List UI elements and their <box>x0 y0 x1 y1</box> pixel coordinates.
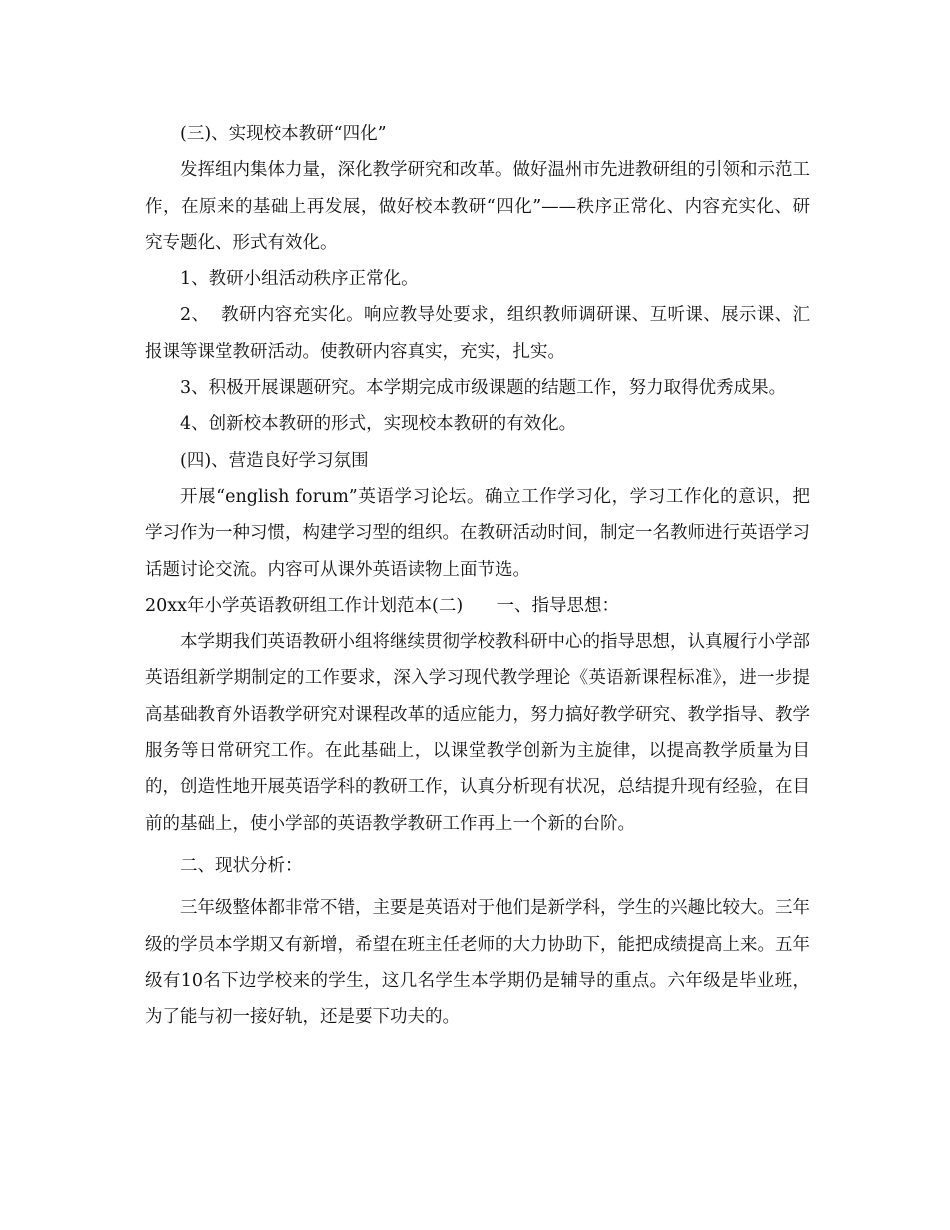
section-heading-three: (三)、实现校本教研“四化” <box>180 124 387 144</box>
paragraph: 开展“english forum”英语学习论坛。确立工作学习化，学习工作化的意识，把学习作为一种习惯，构建学习型的组织。在教研活动时间，制定一名教师进行英语学习话题讨论交流。内容可从课外英语读物上面节选。 <box>145 486 810 580</box>
section-heading-four: (四)、营造良好学习氛围 <box>180 450 369 471</box>
paragraph: 发挥组内集体力量，深化教学研究和改革。做好温州市先进教研组的引领和示范工作，在原来的基础上再发展，做好校本教研“四化”——秩序正常化、内容充实化、研究专题化、形式有效化。 <box>145 160 810 253</box>
list-item: 3、积极开展课题研究。本学期完成市级课题的结题工作，努力取得优秀成果。 <box>180 378 787 399</box>
list-item: 1、教研小组活动秩序正常化。 <box>180 269 419 290</box>
document-title-line: 20xx年小学英语教研组工作计划范本(二) 一、指导思想： <box>145 595 620 616</box>
list-item: 4、创新校本教研的形式，实现校本教研的有效化。 <box>180 414 577 435</box>
document-body <box>145 116 810 1035</box>
paragraph: 本学期我们英语教研小组将继续贯彻学校教科研中心的指导思想，认真履行小学部英语组新学期制定的工作要求，深入学习现代教学理论《英语新课程标准》，进一步提高基础教育外语教学研究对课程改革的适应能力，努力搞好教学研究、教学指导、教学服务等日常研究工作。在此基础上，以课堂教学创新为主旋律，以提高教学质量为目的，创造性地开展英语学科的教研工作，认真分析现有状况，总结提升现有经验，在目前的基础上，使小学部的英语教学教研工作再上一个新的台阶。 <box>145 632 810 834</box>
list-item: 2、 教研内容充实化。响应教导处要求，组织教师调研课、互听课、展示课、汇报课等课堂教研活动。使教研内容真实，充实，扎实。 <box>145 305 810 362</box>
paragraph: 三年级整体都非常不错，主要是英语对于他们是新学科，学生的兴趣比较大。三年级的学员本学期又有新增，希望在班主任老师的大力协助下，能把成绩提高上来。五年级有10名下边学校来的学生，这几名学生本学期仍是辅导的重点。六年级是毕业班，为了能与初一接好轨，还是要下功夫的。 <box>145 898 810 1028</box>
section-heading-status: 二、现状分析： <box>180 855 303 876</box>
